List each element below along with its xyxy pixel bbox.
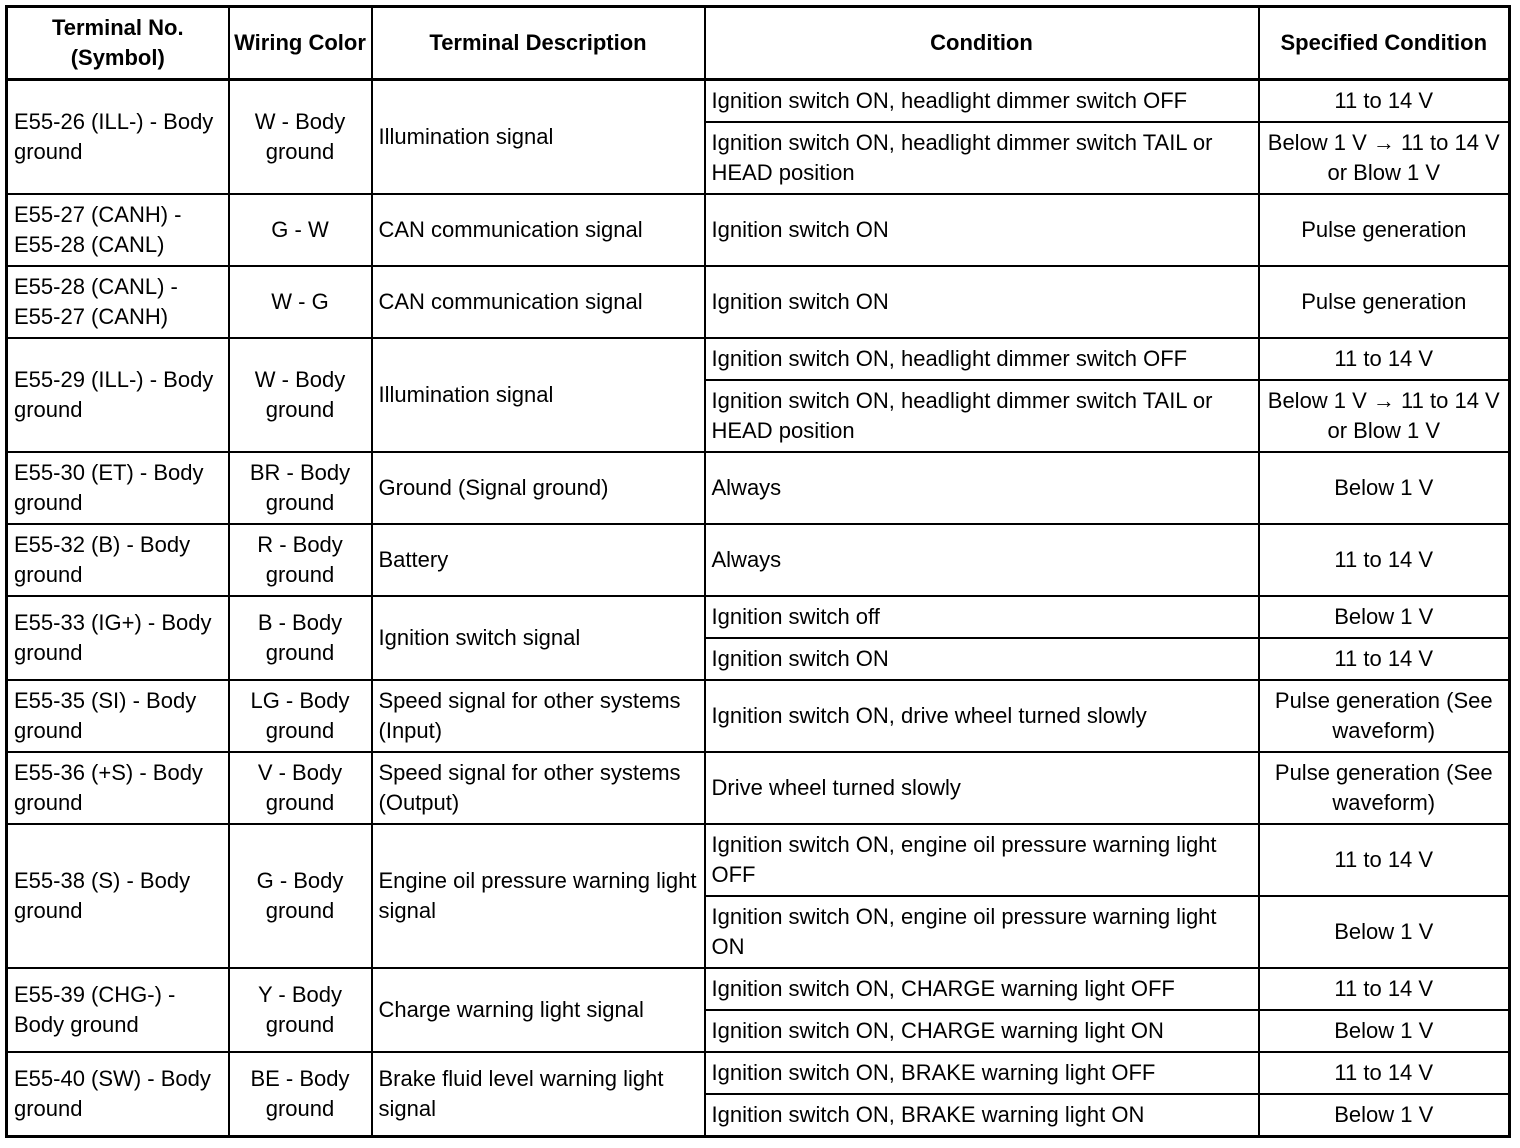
table-row: [7, 524, 1510, 596]
condition-cell: Ignition switch ON, BRAKE warning light ON: [705, 1094, 1259, 1137]
header-condition: Condition: [705, 7, 1259, 80]
condition-cell: Ignition switch ON: [705, 266, 1259, 338]
wiring-cell: W - G: [229, 266, 372, 338]
header-specified: Specified Condition: [1259, 7, 1510, 80]
terminal-cell: E55-35 (SI) - Body ground: [7, 680, 229, 752]
terminal-cell: E55-28 (CANL) - E55-27 (CANH): [7, 266, 229, 338]
condition-cell: Ignition switch ON, engine oil pressure warning light ON: [705, 896, 1259, 968]
condition-cell: Ignition switch ON, headlight dimmer switch TAIL or HEAD position: [705, 380, 1259, 452]
specified-cell: Below 1 V: [1259, 596, 1510, 638]
condition-cell: Ignition switch ON, headlight dimmer switch TAIL or HEAD position: [705, 122, 1259, 194]
terminal-cell: E55-33 (IG+) - Body ground: [7, 596, 229, 680]
terminal-cell: E55-29 (ILL-) - Body ground: [7, 338, 229, 452]
condition-cell: Always: [705, 524, 1259, 596]
terminal-cell: E55-38 (S) - Body ground: [7, 824, 229, 968]
table-row: [7, 194, 1510, 266]
description-cell: Battery: [372, 524, 705, 596]
description-cell: CAN communication signal: [372, 266, 705, 338]
wiring-cell: Y - Body ground: [229, 968, 372, 1052]
specified-cell: 11 to 14 V: [1259, 80, 1510, 123]
specified-cell: Pulse generation (See waveform): [1259, 752, 1510, 824]
condition-cell: Ignition switch off: [705, 596, 1259, 638]
wiring-cell: BE - Body ground: [229, 1052, 372, 1137]
specified-cell: 11 to 14 V: [1259, 638, 1510, 680]
specified-cell: Below 1 V: [1259, 896, 1510, 968]
description-cell: Brake fluid level warning light signal: [372, 1052, 705, 1137]
terminal-cell: E55-40 (SW) - Body ground: [7, 1052, 229, 1137]
condition-cell: Ignition switch ON, headlight dimmer switch OFF: [705, 80, 1259, 123]
specified-cell: 11 to 14 V: [1259, 338, 1510, 380]
description-cell: CAN communication signal: [372, 194, 705, 266]
specified-cell: Below 1 V: [1259, 452, 1510, 524]
table-row: [7, 1052, 1510, 1094]
condition-cell: Ignition switch ON, CHARGE warning light ON: [705, 1010, 1259, 1052]
table-row: [7, 596, 1510, 638]
header-description: Terminal Description: [372, 7, 705, 80]
description-cell: Illumination signal: [372, 338, 705, 452]
specified-cell: Below 1 V: [1259, 1094, 1510, 1137]
specified-cell: Below 1 V → 11 to 14 V or Blow 1 V: [1259, 122, 1510, 194]
condition-cell: Ignition switch ON, BRAKE warning light OFF: [705, 1052, 1259, 1094]
table-row: [7, 824, 1510, 896]
specified-cell: Pulse generation (See waveform): [1259, 680, 1510, 752]
condition-cell: Ignition switch ON: [705, 638, 1259, 680]
table-row: [7, 752, 1510, 824]
description-cell: Ignition switch signal: [372, 596, 705, 680]
specified-cell: 11 to 14 V: [1259, 1052, 1510, 1094]
terminal-cell: E55-30 (ET) - Body ground: [7, 452, 229, 524]
table-row: [7, 338, 1510, 380]
terminal-cell: E55-39 (CHG-) - Body ground: [7, 968, 229, 1052]
specified-cell: Pulse generation: [1259, 266, 1510, 338]
terminal-cell: E55-27 (CANH) - E55-28 (CANL): [7, 194, 229, 266]
condition-cell: Drive wheel turned slowly: [705, 752, 1259, 824]
wiring-cell: B - Body ground: [229, 596, 372, 680]
specified-cell: 11 to 14 V: [1259, 824, 1510, 896]
wiring-cell: G - Body ground: [229, 824, 372, 968]
description-cell: Ground (Signal ground): [372, 452, 705, 524]
table-row: [7, 680, 1510, 752]
table-row: [7, 968, 1510, 1010]
specified-cell: 11 to 14 V: [1259, 524, 1510, 596]
table-row: [7, 266, 1510, 338]
wiring-cell: LG - Body ground: [229, 680, 372, 752]
table-row: [7, 80, 1510, 123]
condition-cell: Ignition switch ON: [705, 194, 1259, 266]
condition-cell: Ignition switch ON, CHARGE warning light OFF: [705, 968, 1259, 1010]
description-cell: Charge warning light signal: [372, 968, 705, 1052]
wiring-cell: W - Body ground: [229, 80, 372, 195]
wiring-cell: R - Body ground: [229, 524, 372, 596]
terminal-cell: E55-26 (ILL-) - Body ground: [7, 80, 229, 195]
wiring-cell: BR - Body ground: [229, 452, 372, 524]
condition-cell: Ignition switch ON, headlight dimmer switch OFF: [705, 338, 1259, 380]
wiring-cell: G - W: [229, 194, 372, 266]
condition-cell: Ignition switch ON, drive wheel turned slowly: [705, 680, 1259, 752]
condition-cell: Ignition switch ON, engine oil pressure warning light OFF: [705, 824, 1259, 896]
condition-cell: Always: [705, 452, 1259, 524]
header-row: [7, 7, 1510, 80]
specified-cell: 11 to 14 V: [1259, 968, 1510, 1010]
description-cell: Engine oil pressure warning light signal: [372, 824, 705, 968]
description-cell: Speed signal for other systems (Output): [372, 752, 705, 824]
specified-cell: Pulse generation: [1259, 194, 1510, 266]
terminal-cell: E55-32 (B) - Body ground: [7, 524, 229, 596]
wiring-cell: W - Body ground: [229, 338, 372, 452]
header-wiring: Wiring Color: [229, 7, 372, 80]
terminal-table: [5, 5, 1511, 1138]
description-cell: Speed signal for other systems (Input): [372, 680, 705, 752]
terminal-cell: E55-36 (+S) - Body ground: [7, 752, 229, 824]
header-terminal: Terminal No. (Symbol): [7, 7, 229, 80]
description-cell: Illumination signal: [372, 80, 705, 195]
specified-cell: Below 1 V → 11 to 14 V or Blow 1 V: [1259, 380, 1510, 452]
specified-cell: Below 1 V: [1259, 1010, 1510, 1052]
table-row: [7, 452, 1510, 524]
wiring-cell: V - Body ground: [229, 752, 372, 824]
